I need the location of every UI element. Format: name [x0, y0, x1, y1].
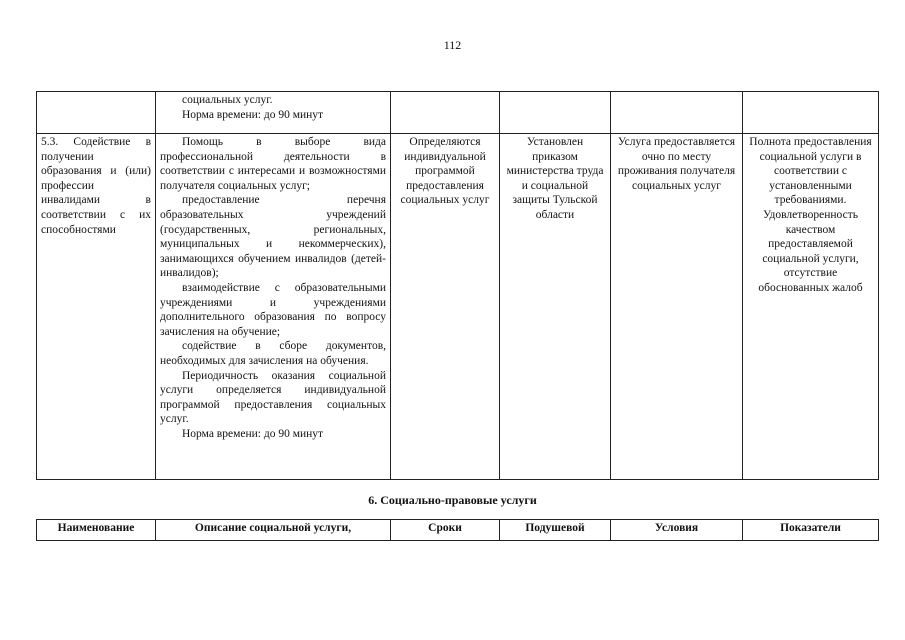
- cell-description: [156, 92, 391, 134]
- table-row-5-3: [37, 134, 879, 480]
- cell-name: [37, 92, 156, 134]
- header-row: [37, 520, 879, 541]
- cell-terms: [391, 92, 500, 134]
- description-paragraph: Помощь в выборе вида профессиональной деятельности в соответствии с интересами и возможностями получателя социальных услуг;: [160, 136, 386, 192]
- service-terms: Определяются индивидуальной программой предоставления социальных услуг: [391, 134, 500, 480]
- header-table: [36, 519, 879, 541]
- time-norm: Норма времени: до 90 минут: [182, 108, 324, 121]
- header-indicators: Показатели: [743, 520, 879, 541]
- services-table: [36, 91, 879, 480]
- page-number: 112: [443, 38, 462, 52]
- section-title: 6. Социально-правовые услуги: [368, 493, 537, 507]
- cell-indicators: [743, 92, 879, 134]
- service-name: 5.3. Содействие в получении образования и (или) профессии инвалидами в соответствии с их способностями: [37, 134, 156, 480]
- cell-per-capita: [500, 92, 611, 134]
- time-norm: Норма времени: до 90 минут: [182, 427, 324, 440]
- header-description: Описание социальной услуги,: [156, 520, 391, 541]
- header-name: Наименование: [37, 520, 156, 541]
- description-paragraph: содействие в сборе документов, необходимых для зачисления на обучения.: [160, 340, 386, 367]
- header-conditions: Условия: [611, 520, 743, 541]
- service-description: [156, 134, 391, 480]
- continuation-row: [37, 92, 879, 134]
- service-per-capita: Установлен приказом министерства труда и социальной защиты Тульской области: [500, 134, 611, 480]
- description-line: социальных услуг.: [182, 94, 273, 106]
- description-paragraph: Периодичность оказания социальной услуги определяется индивидуальной программой предоставления социальных услуг.: [160, 369, 386, 426]
- description-paragraph: предоставление перечня образовательных учреждений (государственных, региональных, муниципальных и некоммерческих), занимающихся обучением инвалидов (детей-инвалидов);: [160, 194, 386, 280]
- service-conditions: Услуга предоставляется очно по месту проживания получателя социальных услуг: [611, 134, 743, 480]
- header-per-capita: Подушевой: [500, 520, 611, 541]
- service-indicators: Полнота предоставления социальной услуги в соответствии с установленными требованиями. Удовлетворенность качеством предоставляемой социальной услуги, отсутствие обоснованных жалоб: [743, 134, 879, 480]
- description-paragraph: взаимодействие с образовательными учреждениями и учреждениями дополнительного образования по вопросу зачисления на обучение;: [160, 281, 386, 338]
- header-terms: Сроки: [391, 520, 500, 541]
- cell-conditions: [611, 92, 743, 134]
